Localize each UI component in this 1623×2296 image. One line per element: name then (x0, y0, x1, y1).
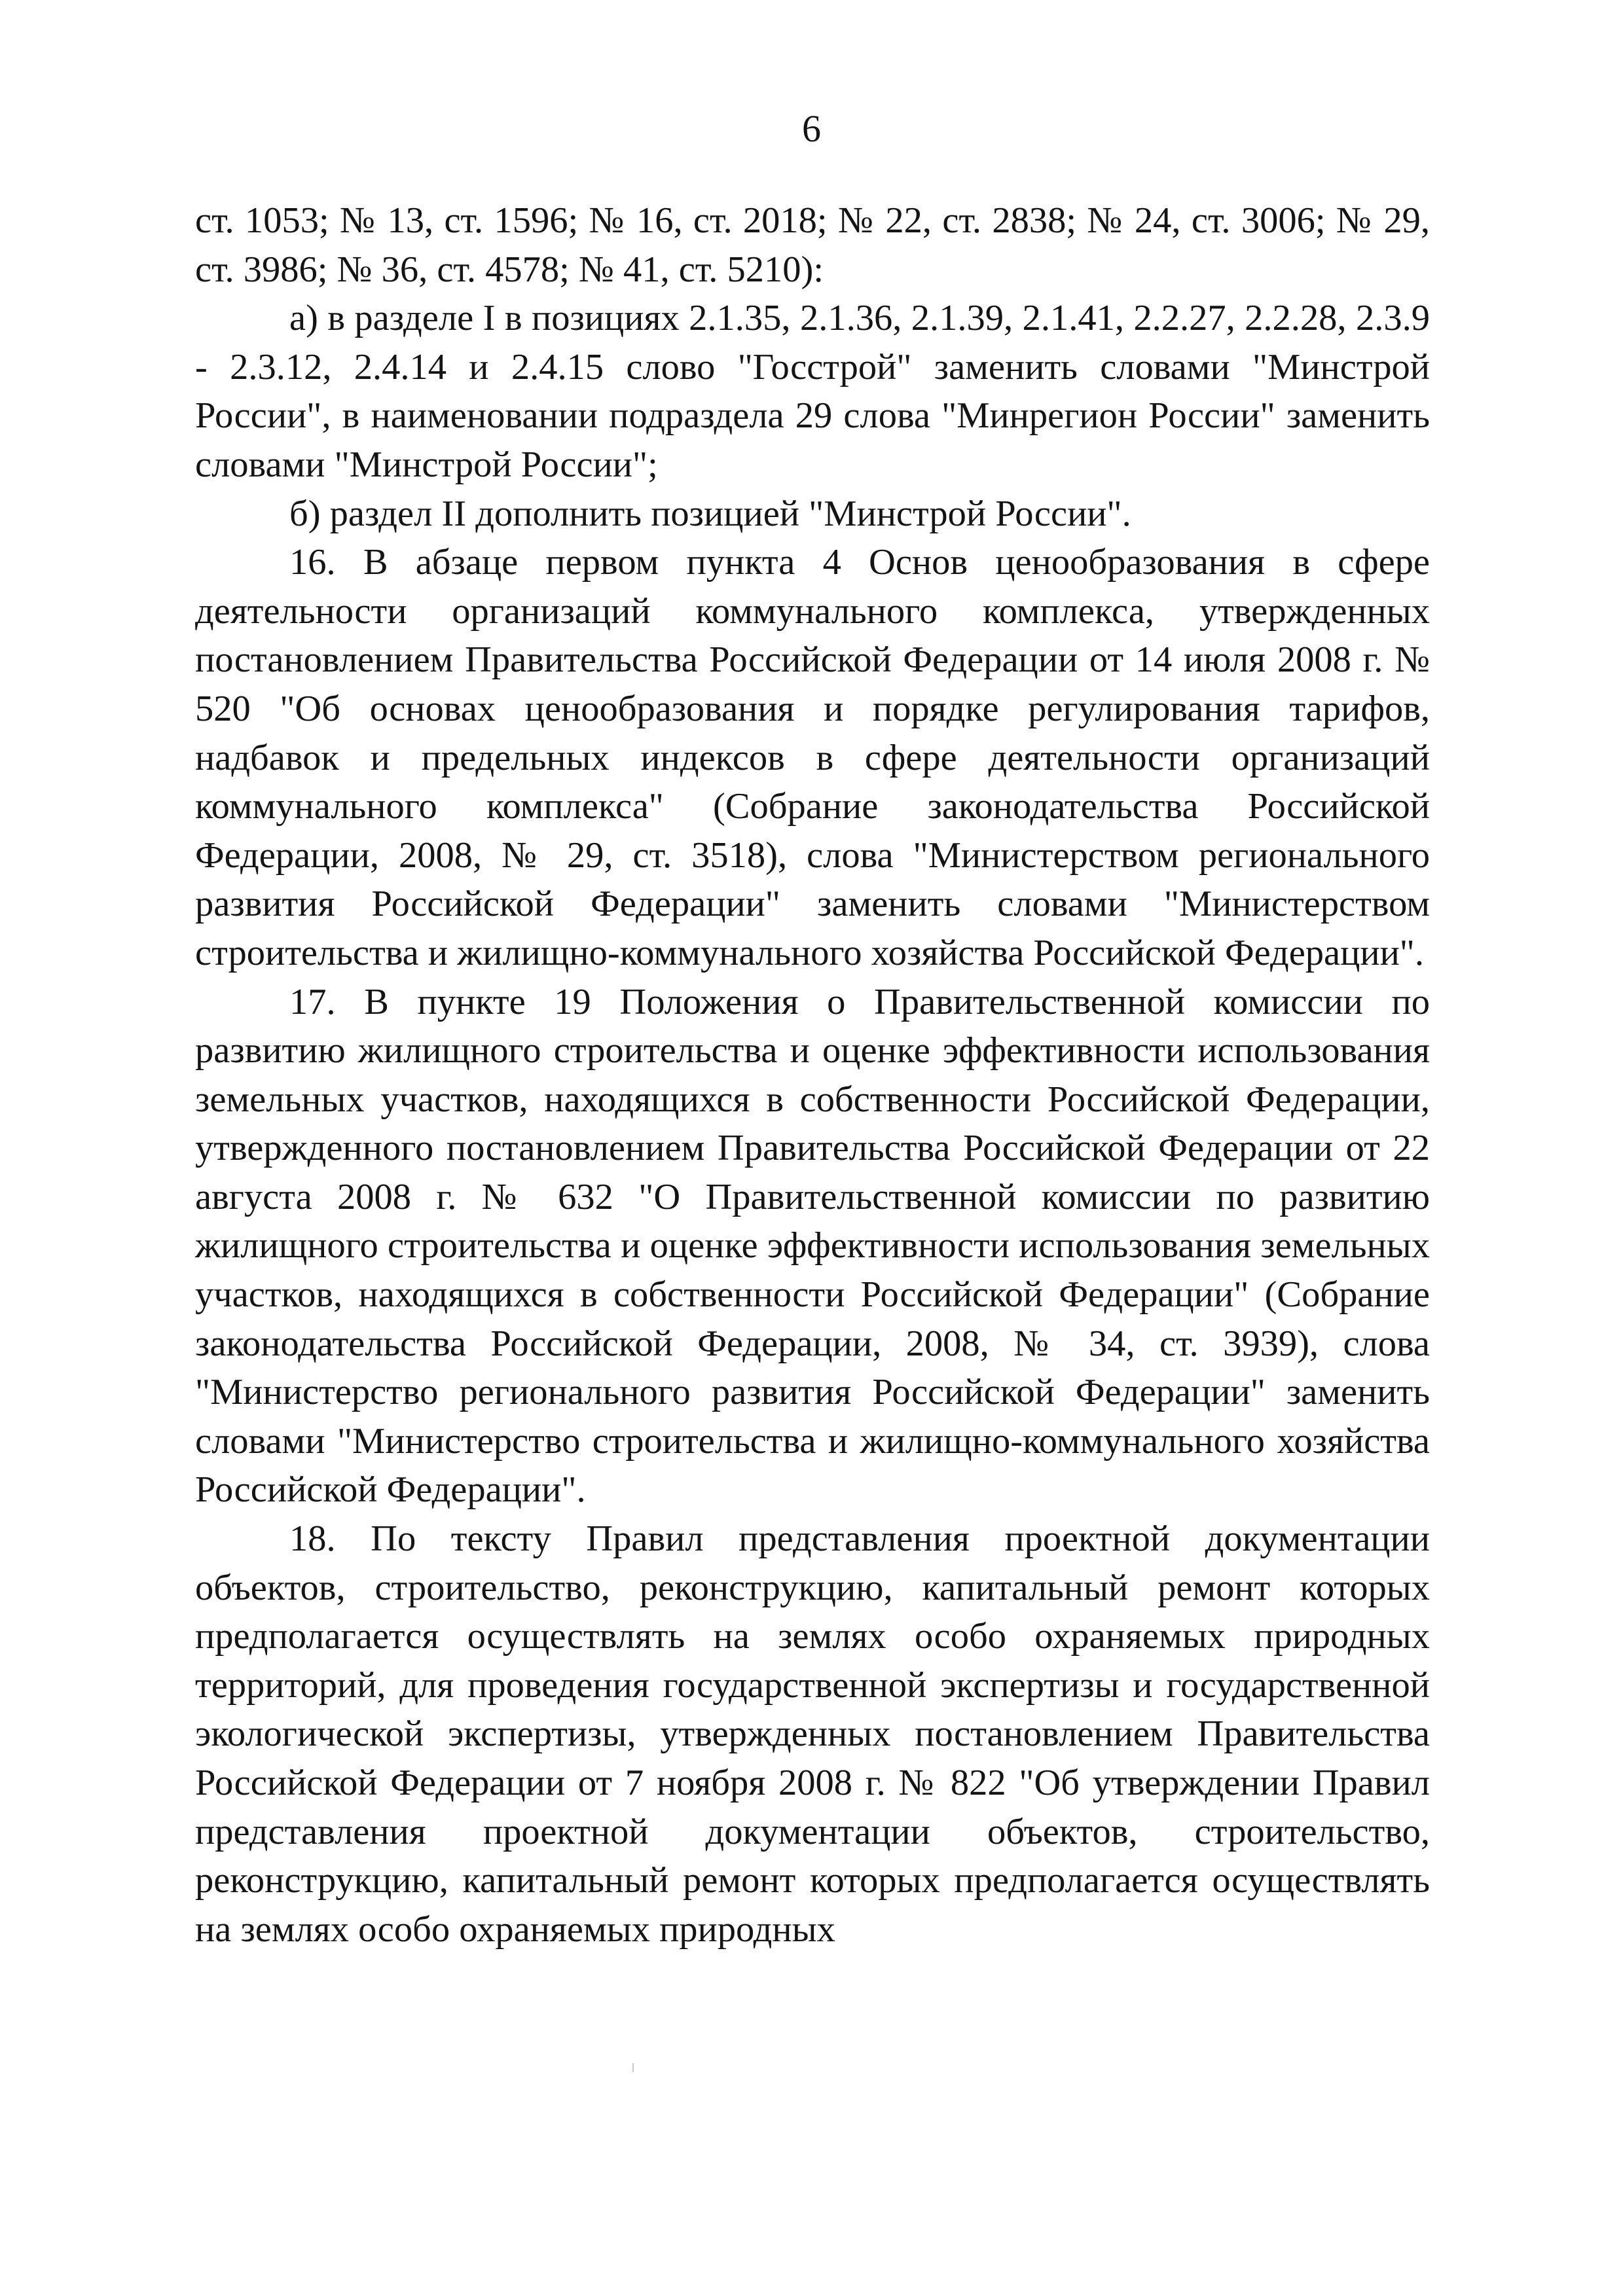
paragraph-point-17: 17. В пункте 19 Положения о Правительственной комиссии по развитию жилищного строительства и оценке эффективности использования земельных участков, находящихся в собственности Российской Федерации, утвержденного постановлением Правительства Российской Федерации от 22 августа 2008 г. № 632 "О Правительственной комиссии по развитию жилищного строительства и оценке эффективности использования земельных участков, находящихся в собственности Российской Федерации" (Собрание законодательства Российской Федерации, 2008, № 34, ст. 3939), слова "Министерство регионального развития Российской Федерации" заменить словами "Министерство строительства и жилищно-коммунального хозяйства Российской Федерации". (195, 981, 1430, 1511)
paragraph-continuation: ст. 1053; № 13, ст. 1596; № 16, ст. 2018; № 22, ст. 2838; № 24, ст. 3006; № 29, ст. 3986; № 36, ст. 4578; № 41, ст. 5210): (195, 200, 1430, 290)
page-number: 6 (802, 107, 821, 150)
paragraph-item-b: б) раздел II дополнить позицией "Минстрой России". (289, 493, 1131, 534)
paragraph-point-18: 18. По тексту Правил представления проектной документации объектов, строительство, реконструкцию, капитальный ремонт которых предполагается осуществлять на землях особо охраняемых природных территорий, для проведения государственной экспертизы и государственной экологической экспертизы, утвержденных постановлением Правительства Российской Федерации от 7 ноября 2008 г. № 822 "Об утверждении Правил представления проектной документации объектов, строительство, реконструкцию, капитальный ремонт которых предполагается осуществлять на землях особо охраняемых природных (195, 1518, 1430, 1950)
paragraph-point-16: 16. В абзаце первом пункта 4 Основ ценообразования в сфере деятельности организаций коммунального комплекса, утвержденных постановлением Правительства Российской Федерации от 14 июля 2008 г. № 520 "Об основах ценообразования и порядке регулирования тарифов, надбавок и предельных индексов в сфере деятельности организаций коммунального комплекса" (Собрание законодательства Российской Федерации, 2008, № 29, ст. 3518), слова "Министерством регионального развития Российской Федерации" заменить словами "Министерством строительства и жилищно-коммунального хозяйства Российской Федерации". (195, 542, 1430, 973)
document-body (195, 196, 1430, 1954)
scan-artifact-mark (632, 2063, 634, 2072)
paragraph-item-a: а) в разделе I в позициях 2.1.35, 2.1.36, 2.1.39, 2.1.41, 2.2.27, 2.2.28, 2.3.9 - 2.3.12, 2.4.14 и 2.4.15 слово "Госстрой" заменить словами "Минстрой России", в наименовании подраздела 29 слова "Минрегион России" заменить словами "Минстрой России"; (195, 298, 1430, 485)
